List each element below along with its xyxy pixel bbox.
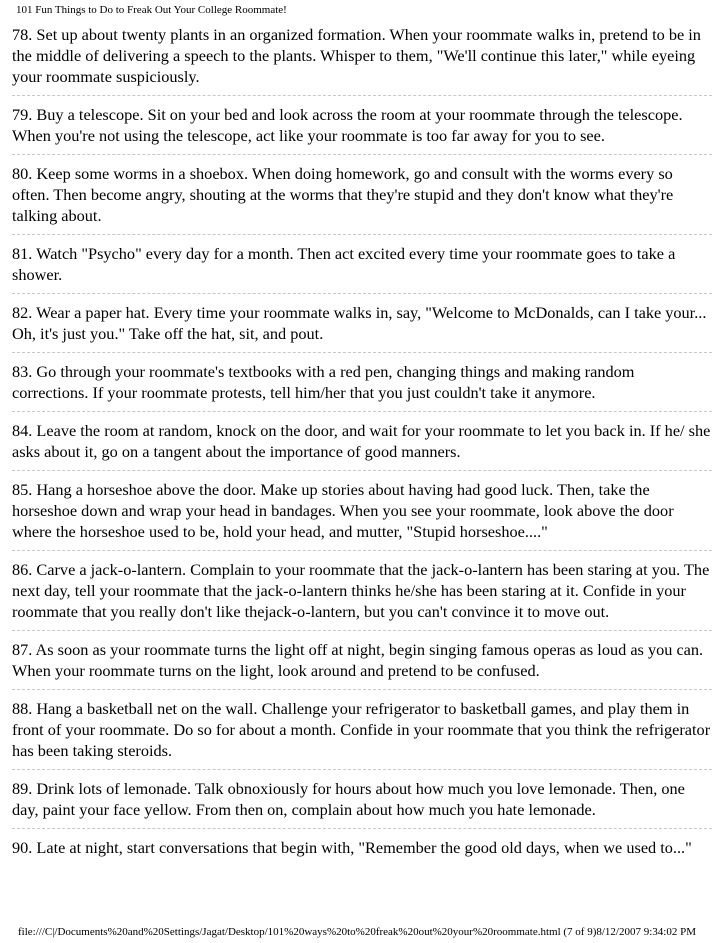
list-item-79: 79. Buy a telescope. Sit on your bed and look across the room at your roommate through the telescope. When you're not using the telescope, act like your roommate is too far away for you to see. [12,105,683,145]
item-divider [12,470,712,471]
item-divider [12,234,712,235]
list-item-78: 78. Set up about twenty plants in an organized formation. When your roommate walks in, pretend to be in the middle of delivering a speech to the plants. Whisper to them, "We'll continue this later," while eyeing your roommate suspiciously. [12,25,701,86]
list-item-90: 90. Late at night, start conversations that begin with, "Remember the good old days, when we used to..." [12,838,692,857]
list-item-89: 89. Drink lots of lemonade. Talk obnoxiously for hours about how much you love lemonade. Then, one day, paint your face yellow. From then on, complain about how much you hate lemonade. [12,779,685,819]
list-item-81: 81. Watch "Psycho" every day for a month. Then act excited every time your roommate goes to take a shower. [12,244,676,284]
list-item-83: 83. Go through your roommate's textbooks with a red pen, changing things and making random corrections. If your roommate protests, tell him/her that you just couldn't take it anymore. [12,362,635,402]
item-divider [12,411,712,412]
item-divider [12,293,712,294]
list-item-85: 85. Hang a horseshoe above the door. Make up stories about having had good luck. Then, take the horseshoe down and wrap your head in bandages. When you see your roommate, look above the door where the horseshoe used to be, hold your head, and mutter, "Stupid horseshoe...." [12,480,674,541]
list-item-82: 82. Wear a paper hat. Every time your roommate walks in, say, "Welcome to McDonalds, can I take your... Oh, it's just you." Take off the hat, sit, and pout. [12,303,707,343]
list-item-88: 88. Hang a basketball net on the wall. Challenge your refrigerator to basketball games, and play them in front of your roommate. Do so for about a month. Confide in your roommate that you think the refrigerator has been taking steroids. [12,699,711,760]
page-header-title: 101 Fun Things to Do to Freak Out Your College Roommate! [16,4,287,16]
list-item-80: 80. Keep some worms in a shoebox. When doing homework, go and consult with the worms every so often. Then become angry, shouting at the worms that they're stupid and they don't know what they're talking about. [12,164,674,225]
item-divider [12,630,712,631]
list-item-86: 86. Carve a jack-o-lantern. Complain to your roommate that the jack-o-lantern has been staring at you. The next day, tell your roommate that the jack-o-lantern thinks he/she has been staring at it. Confide in your roommate that you really don't like thejack-o-lantern, but you can't convince it to move out. [12,560,710,621]
item-divider [12,154,712,155]
document-body [12,24,712,858]
item-divider [12,352,712,353]
item-divider [12,769,712,770]
item-divider [12,828,712,829]
list-item-87: 87. As soon as your roommate turns the light off at night, begin singing famous operas as loud as you can. When your roommate turns on the light, look around and pretend to be confused. [12,640,704,680]
item-divider [12,689,712,690]
list-item-84: 84. Leave the room at random, knock on the door, and wait for your roommate to let you back in. If he/ she asks about it, go on a tangent about the importance of good manners. [12,421,711,461]
page-footer-url: file:///C|/Documents%20and%20Settings/Jagat/Desktop/101%20ways%20to%20freak%20out%20your%20roommate.html (7 of 9)8/12/2007 9:34:02 PM [18,926,696,938]
item-divider [12,95,712,96]
item-divider [12,550,712,551]
